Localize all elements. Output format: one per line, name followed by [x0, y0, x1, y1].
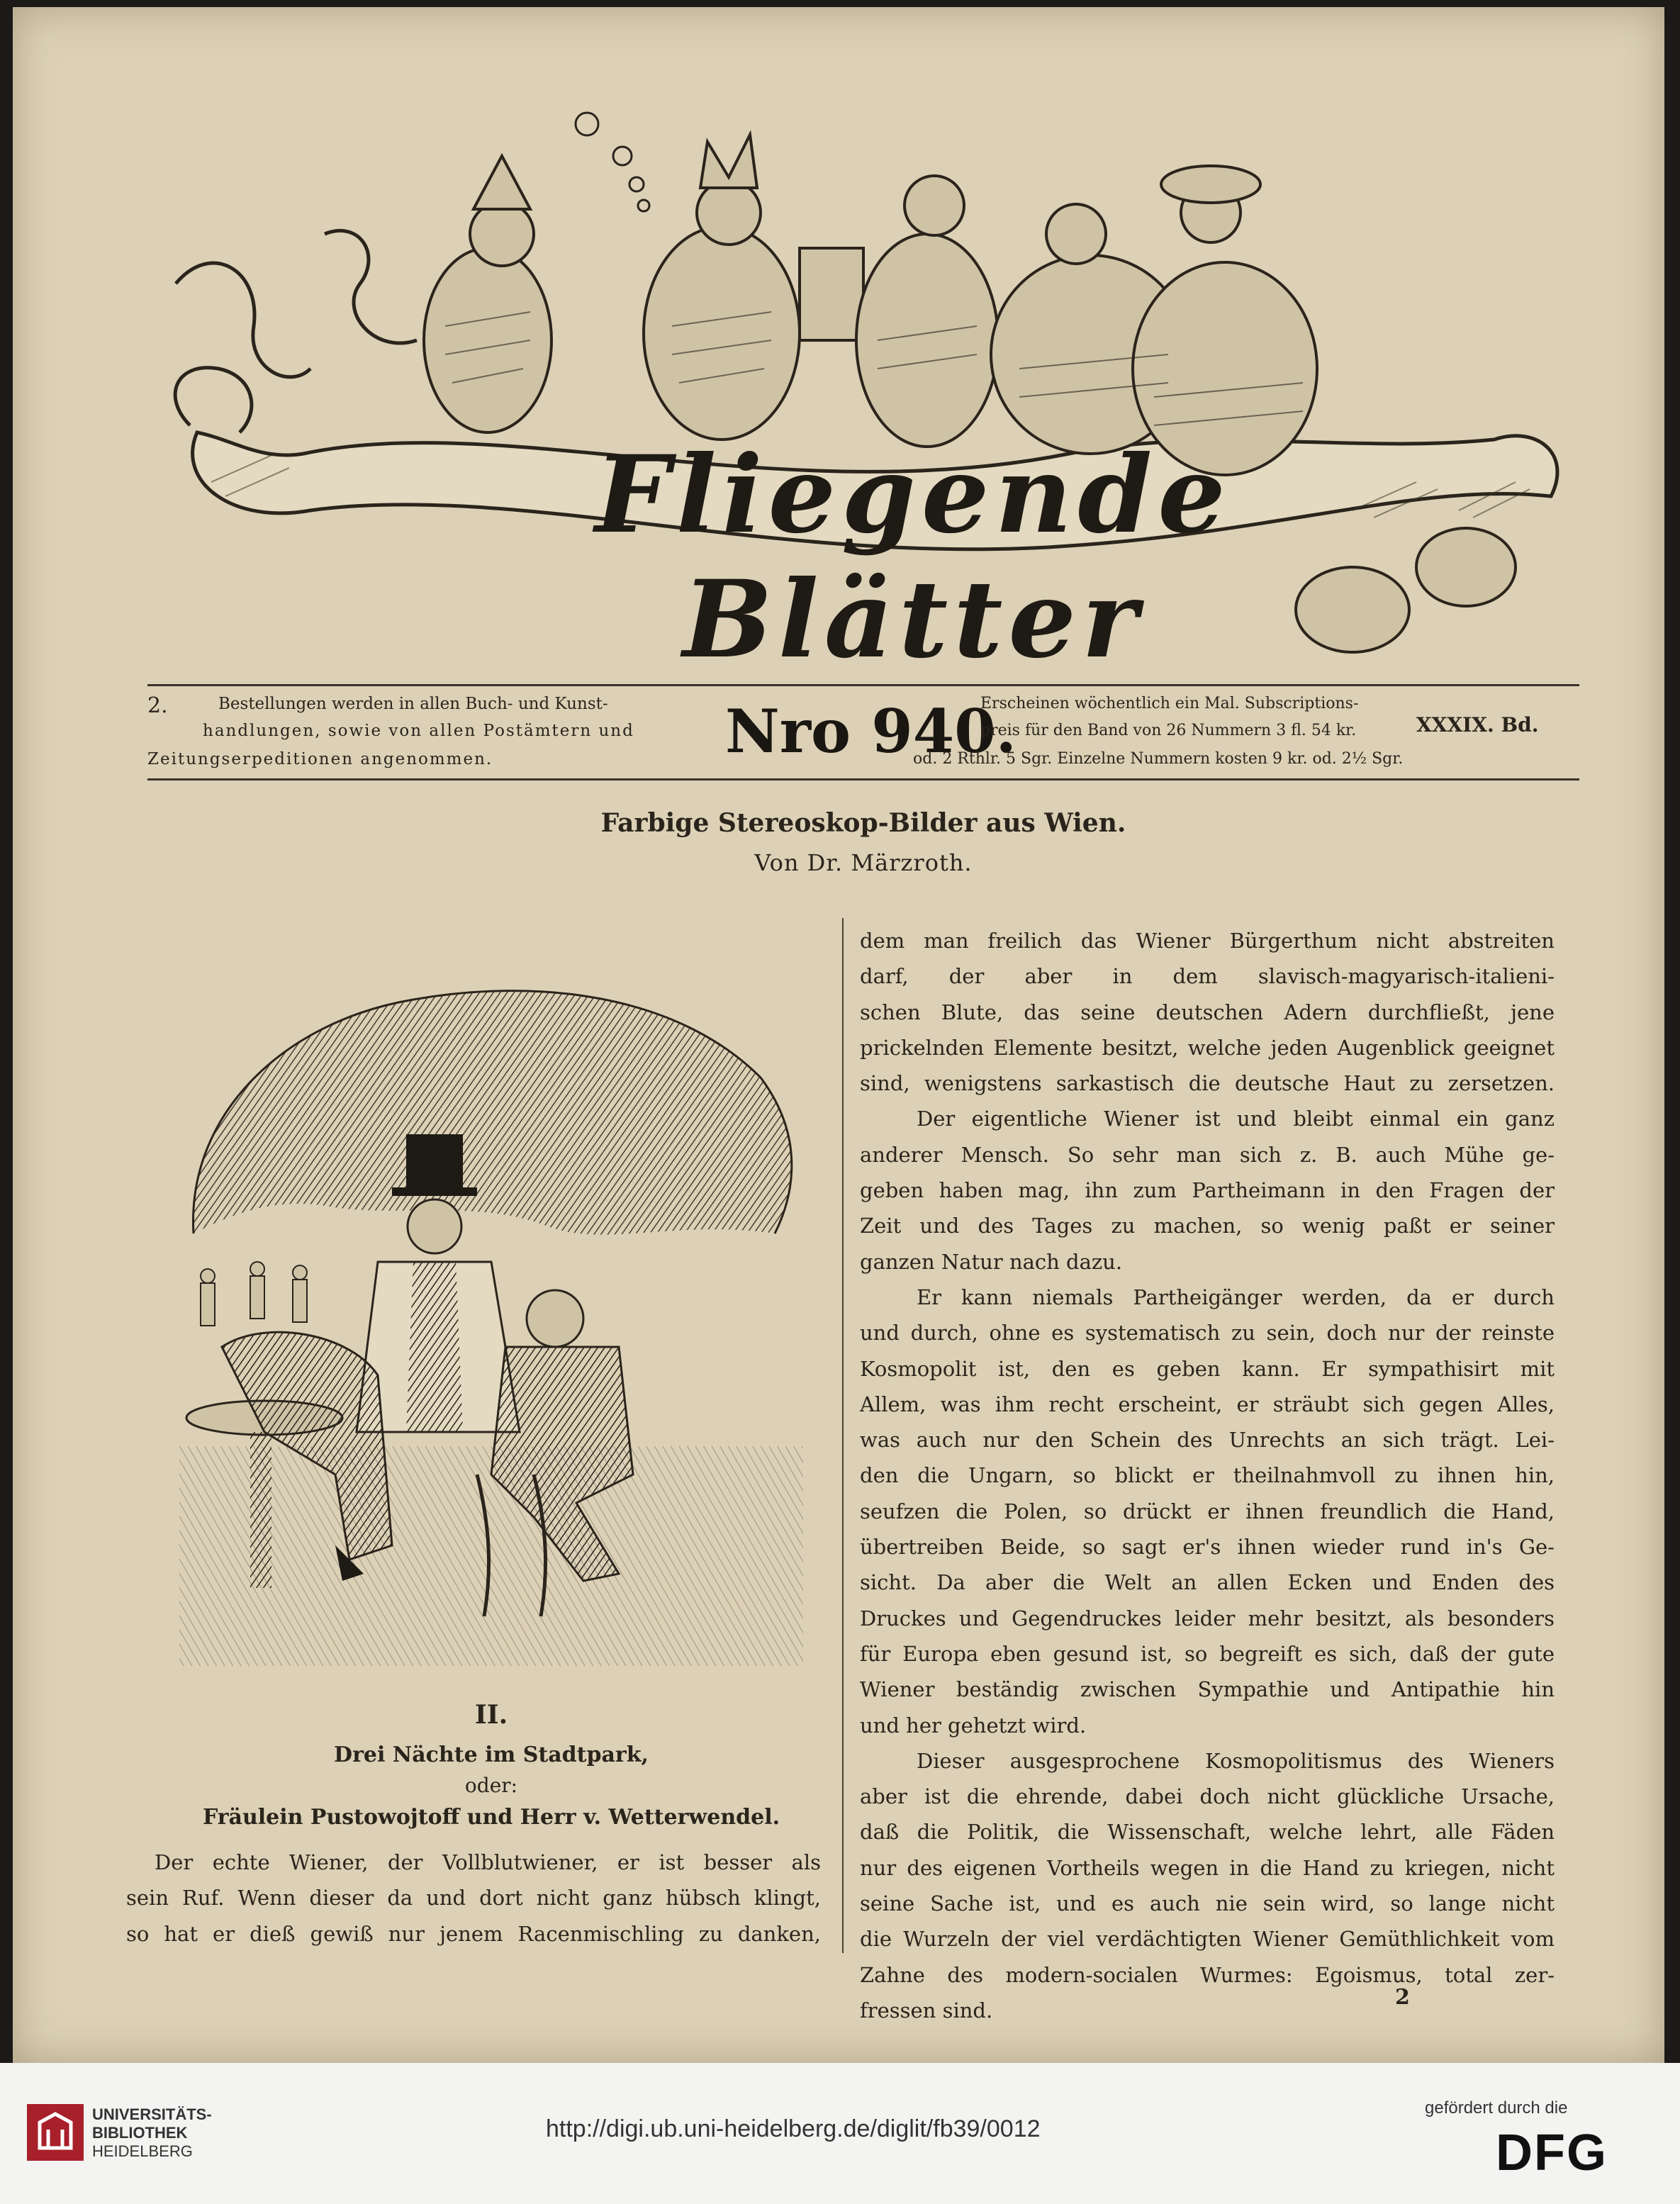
- text-line: nur des eigenen Vortheils wegen in die Hand zu kriegen, nicht: [860, 1855, 1555, 1880]
- column-rule: [842, 918, 844, 1953]
- text-line: prickelnden Elemente besitzt, welche jeden Augenblick geeignet: [860, 1035, 1555, 1060]
- text-line: Kosmopolit ist, den es geben kann. Er sympathisirt mit: [860, 1356, 1555, 1381]
- text-line: übertreiben Beide, so sagt er's ihnen wieder rund in's Ge-: [860, 1535, 1555, 1560]
- text-line: Der echte Wiener, der Vollblutwiener, er ist besser als: [155, 1850, 821, 1874]
- ordering-line-2: handlungen, sowie von allen Postämtern und: [203, 722, 634, 740]
- text-line: anderer Mensch. So sehr man sich z. B. auch Mühe ge-: [860, 1142, 1555, 1167]
- source-url-link[interactable]: http://digi.ub.uni-heidelberg.de/diglit/fb39/0012: [546, 2115, 1041, 2142]
- text-line: was auch nur den Schein des Unrechts an sich trägt. Lei-: [860, 1428, 1555, 1453]
- library-name-line: HEIDELBERG: [92, 2142, 193, 2160]
- ordering-line-3: Zeitungserpeditionen angenommen.: [147, 750, 493, 768]
- text-line: Allem, was ihm recht erscheint, er sträubt sich gegen Alles,: [860, 1392, 1555, 1416]
- section-subtitle: Fräulein Pustowojtoff und Herr v. Wetterwendel.: [202, 1805, 780, 1830]
- text-line: darf, der aber in dem slavisch-magyarisch-italieni-: [860, 964, 1555, 989]
- subscription-line-3: od. 2 Rthlr. 5 Sgr. Einzelne Nummern kosten 9 kr. od. 2½ Sgr.: [913, 750, 1404, 768]
- text-line: sind, wenigstens sarkastisch die deutsche Haut zu zersetzen.: [860, 1071, 1555, 1096]
- text-line: so hat er dieß gewiß nur jenem Racenmischling zu danken,: [126, 1921, 821, 1946]
- section-oder: oder:: [464, 1774, 518, 1797]
- text-line: seine Sache ist, und es auch nie sein wird, so lange nicht: [860, 1891, 1555, 1916]
- subscription-line-2: preis für den Band von 26 Nummern 3 fl. 54 kr.: [980, 722, 1357, 739]
- text-line: Zeit und des Tages zu machen, so wenig paßt er seiner: [860, 1214, 1555, 1238]
- dfg-logo: DFG: [1496, 2125, 1608, 2181]
- text-line: für Europa eben gesund ist, so begreift es sich, daß der gute: [860, 1641, 1555, 1666]
- text-line: Er kann niemals Partheigänger werden, da er durch: [917, 1285, 1555, 1309]
- text-line: schen Blute, das seine deutschen Adern durchfließt, jene: [860, 1000, 1555, 1024]
- subscription-line-1: Erscheinen wöchentlich ein Mal. Subscriptions-: [980, 695, 1359, 712]
- text-line: Druckes und Gegendruckes leider mehr besitzt, als besonders: [860, 1606, 1555, 1630]
- digitization-footer: [0, 2063, 1680, 2204]
- text-line: sein Ruf. Wenn dieser da und dort nicht ganz hübsch klingt,: [126, 1886, 821, 1911]
- page-number-left: 2.: [147, 693, 168, 718]
- text-line: fressen sind.: [860, 1998, 993, 2023]
- illustration-stadtpark: [179, 936, 803, 1666]
- text-line: Zahne des modern-socialen Wurmes: Egoismus, total zer-: [860, 1962, 1555, 1987]
- ordering-line-1: Bestellungen werden in allen Buch- und Kunst-: [218, 695, 608, 713]
- masthead-title: Fliegende Blätter: [595, 432, 1231, 682]
- left-column-text: [126, 1845, 821, 1952]
- section-title: Drei Nächte im Stadtpark,: [334, 1742, 649, 1767]
- library-name-line: UNIVERSITÄTS-: [92, 2105, 212, 2123]
- article-title: Farbige Stereoskop-Bilder aus Wien.: [600, 808, 1126, 838]
- text-line: geben haben mag, ihn zum Partheimann in den Fragen der: [860, 1178, 1555, 1203]
- text-line: ganzen Natur nach dazu.: [860, 1249, 1123, 1274]
- section-numeral: II.: [474, 1700, 508, 1730]
- page-number: 2: [1395, 1985, 1410, 2010]
- issue-number: Nro 940.: [725, 696, 1017, 766]
- text-line: die Wurzeln der viel verdächtigten Wiener Gemüthlichkeit vom: [860, 1927, 1555, 1952]
- text-line: Wiener beständig zwischen Sympathie und Antipathie hin: [860, 1677, 1555, 1702]
- masthead: [147, 57, 1579, 682]
- library-name-line: BIBLIOTHEK: [92, 2124, 188, 2142]
- text-line: Dieser ausgesprochene Kosmopolitismus des Wieners: [917, 1748, 1555, 1773]
- text-line: Der eigentliche Wiener ist und bleibt einmal ein ganz: [917, 1107, 1555, 1131]
- text-line: sicht. Da aber die Welt an allen Ecken und Enden des: [860, 1570, 1555, 1595]
- university-logo-icon: [27, 2104, 84, 2161]
- text-line: dem man freilich das Wiener Bürgerthum nicht abstreiten: [860, 929, 1555, 953]
- text-line: und her gehetzt wird.: [860, 1713, 1087, 1738]
- library-name: [92, 2105, 212, 2161]
- funded-by-label: gefördert durch die: [1425, 2098, 1568, 2118]
- volume-label: XXXIX. Bd.: [1416, 713, 1539, 737]
- text-line: seufzen die Polen, so drückt er ihnen freundlich die Hand,: [860, 1499, 1555, 1523]
- newspaper-page: [13, 7, 1664, 2063]
- text-line: und durch, ohne es systematisch zu sein, doch nur der reinste: [860, 1321, 1555, 1346]
- text-line: den die Ungarn, so blickt er theilnahmvoll zu ihnen hin,: [860, 1463, 1555, 1488]
- article-byline: Von Dr. Märzroth.: [754, 849, 973, 876]
- issue-info-bar: [147, 684, 1579, 781]
- right-column-text: [860, 923, 1555, 2028]
- text-line: aber ist die ehrende, dabei doch nicht glückliche Ursache,: [860, 1784, 1555, 1809]
- text-line: daß die Politik, die Wissenschaft, welche lehrt, alle Fäden: [860, 1820, 1555, 1845]
